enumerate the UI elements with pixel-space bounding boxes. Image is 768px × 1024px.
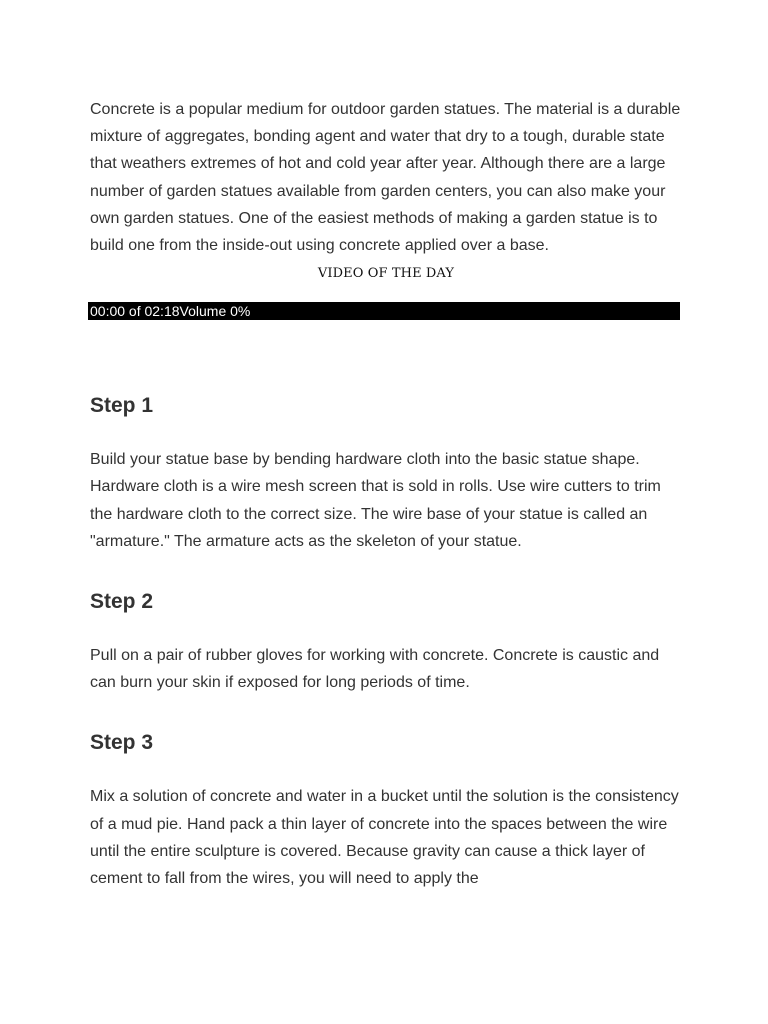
step-3-text: Mix a solution of concrete and water in a bucket until the solution is the consistency of a mud pie. Hand pack a thin layer of concrete into the spaces between the wire until the entire sculpture is covered. Because gravity can cause a thick layer of cement to fall from the wires, you will need to apply the <box>90 788 679 888</box>
article-content <box>90 96 682 892</box>
step-1-text: Build your statue base by bending hardware cloth into the basic statue shape. Hardware cloth is a wire mesh screen that is sold in rolls. Use wire cutters to trim the hardware cloth to the correct size. The wire base of your statue is called an "armature." The armature acts as the skeleton of your statue. <box>90 451 661 550</box>
step-2-text: Pull on a pair of rubber gloves for working with concrete. Concrete is caustic and can burn your skin if exposed for long periods of time. <box>90 647 660 692</box>
step-3-heading: Step 3 <box>90 731 154 755</box>
video-player-controls[interactable] <box>88 302 680 320</box>
step-2-heading: Step 2 <box>90 590 154 614</box>
video-time-display: 00:00 of 02:18 <box>90 303 180 320</box>
video-of-the-day-caption: VIDEO OF THE DAY <box>317 266 455 282</box>
video-volume-control[interactable]: Volume 0% <box>179 303 251 320</box>
intro-paragraph: Concrete is a popular medium for outdoor garden statues. The material is a durable mixture of aggregates, bonding agent and water that dry to a tough, durable state that weathers extremes of hot and cold year after year. Although there are a large number of garden statues available from garden centers, you can also make your own garden statues. One of the easiest methods of making a garden statue is to build one from the inside-out using concrete applied over a base. <box>90 101 681 255</box>
step-1-heading: Step 1 <box>90 394 154 418</box>
